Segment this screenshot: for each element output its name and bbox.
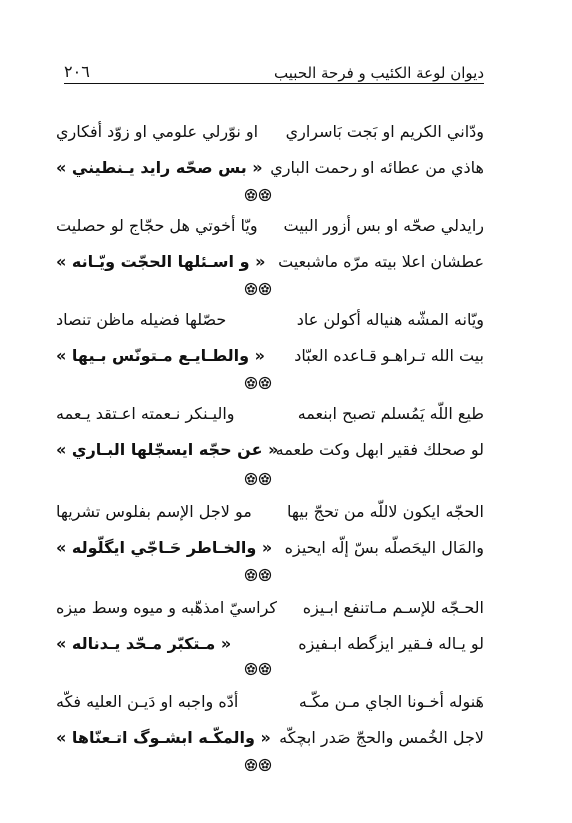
stanza-separator-icon bbox=[244, 376, 272, 390]
verse-line bbox=[56, 214, 484, 250]
stanza bbox=[56, 500, 484, 572]
running-title: ديوان لوعة الكئيب و فرحة الحبيب bbox=[274, 64, 484, 82]
verse-line bbox=[56, 250, 484, 286]
refrain-hemistich: « مـتكبّر مـحّد يـدناله » bbox=[56, 634, 232, 653]
page-header bbox=[64, 46, 484, 82]
verse-line bbox=[56, 120, 484, 156]
verse-line bbox=[56, 726, 484, 762]
verse-right-hemistich: لاجل الخُمس والحجّ صَدر ابچكّه bbox=[279, 728, 484, 747]
stanza bbox=[56, 214, 484, 286]
header-rule bbox=[64, 83, 484, 84]
verse-right-hemistich: هَنوله أخـونا الجاي مـن مكّـه bbox=[298, 692, 484, 711]
verse-line bbox=[56, 438, 484, 474]
verse-line bbox=[56, 344, 484, 380]
verse-left-hemistich: ويّا أخوتي هل حجّاج لو حصليت bbox=[56, 216, 258, 235]
verse-left-hemistich: مو لاجل الإسم بفلوس تشريها bbox=[56, 502, 252, 521]
stanza bbox=[56, 308, 484, 380]
stanza-separator-icon bbox=[244, 282, 272, 296]
verse-left-hemistich: أدّه واجبه او دَيـن العليه فكّه bbox=[56, 692, 239, 711]
verse-right-hemistich: رايدلي صحّه او بس أزور البيت bbox=[283, 216, 484, 235]
verse-right-hemistich: ودّاني الكريم او بَجت بَاسراري bbox=[285, 122, 484, 141]
verse-right-hemistich: لو صحلك فقير ابهل وكت طعمه bbox=[275, 440, 484, 459]
verse-line bbox=[56, 308, 484, 344]
refrain-hemistich: « بس صحّه رايد يـنطيني » bbox=[56, 158, 263, 177]
verse-line bbox=[56, 402, 484, 438]
verse-right-hemistich: بيت الله تـراهـو قـاعده العبّاد bbox=[294, 346, 484, 365]
verse-line bbox=[56, 596, 484, 632]
stanza bbox=[56, 120, 484, 192]
verse-right-hemistich: عطشان اعلا بيته مرّه ماشبعيت bbox=[278, 252, 484, 271]
stanza-separator-icon bbox=[244, 758, 272, 772]
verse-right-hemistich: هاذي من عطائه او رحمت الباري bbox=[270, 158, 484, 177]
verse-line bbox=[56, 500, 484, 536]
refrain-hemistich: « و اسـئلها الحجّت ويّـانه » bbox=[56, 252, 266, 271]
verse-line bbox=[56, 536, 484, 572]
stanza-separator-icon bbox=[244, 568, 272, 582]
refrain-hemistich: « عن حجّه ايسجّلها البـاري » bbox=[56, 440, 279, 459]
refrain-hemistich: « والخـاطر حَـاجّي ايگلّوله » bbox=[56, 538, 273, 557]
stanza-separator-icon bbox=[244, 188, 272, 202]
verse-left-hemistich: او نوّرلي علومي او زوّد أفكاري bbox=[56, 122, 259, 141]
stanza-separator-icon bbox=[244, 662, 272, 676]
refrain-hemistich: « والطـايـع مـتونّس بـيها » bbox=[56, 346, 265, 365]
stanza bbox=[56, 402, 484, 474]
verse-line bbox=[56, 156, 484, 192]
verse-left-hemistich: كراسيّ امذهّبه و ميوه وسط ميزه bbox=[56, 598, 278, 617]
verse-right-hemistich: ويّانه المشّه هنياله أكولن عاد bbox=[296, 310, 484, 329]
verse-right-hemistich: الحجّه ايكون لاللّه من تحجّ بيها bbox=[287, 502, 484, 521]
verse-right-hemistich: الحـجّه للإسـم مـاتنفع ابـيزه bbox=[302, 598, 484, 617]
refrain-hemistich: « والمكّـه ابشـوگ اتـعنّاها » bbox=[56, 728, 271, 747]
stanza-separator-icon bbox=[244, 472, 272, 486]
verse-left-hemistich: واليـنكر نـعمته اعـتقد يـعمه bbox=[56, 404, 235, 423]
stanza bbox=[56, 596, 484, 668]
verse-right-hemistich: طيع اللّه يَمُسلم تصبح ابنعمه bbox=[297, 404, 484, 423]
verse-line bbox=[56, 690, 484, 726]
verse-right-hemistich: والمَال اليحَصلّه بسّ إلّه ايحيزه bbox=[284, 538, 484, 557]
verse-left-hemistich: حصّلها فضيله ماظن تنصاد bbox=[56, 310, 227, 329]
verse-right-hemistich: لو يـاله فـقير ايزگطه ابـفيزه bbox=[298, 634, 484, 653]
page-number: ٢٠٦ bbox=[64, 62, 90, 81]
stanza bbox=[56, 690, 484, 762]
